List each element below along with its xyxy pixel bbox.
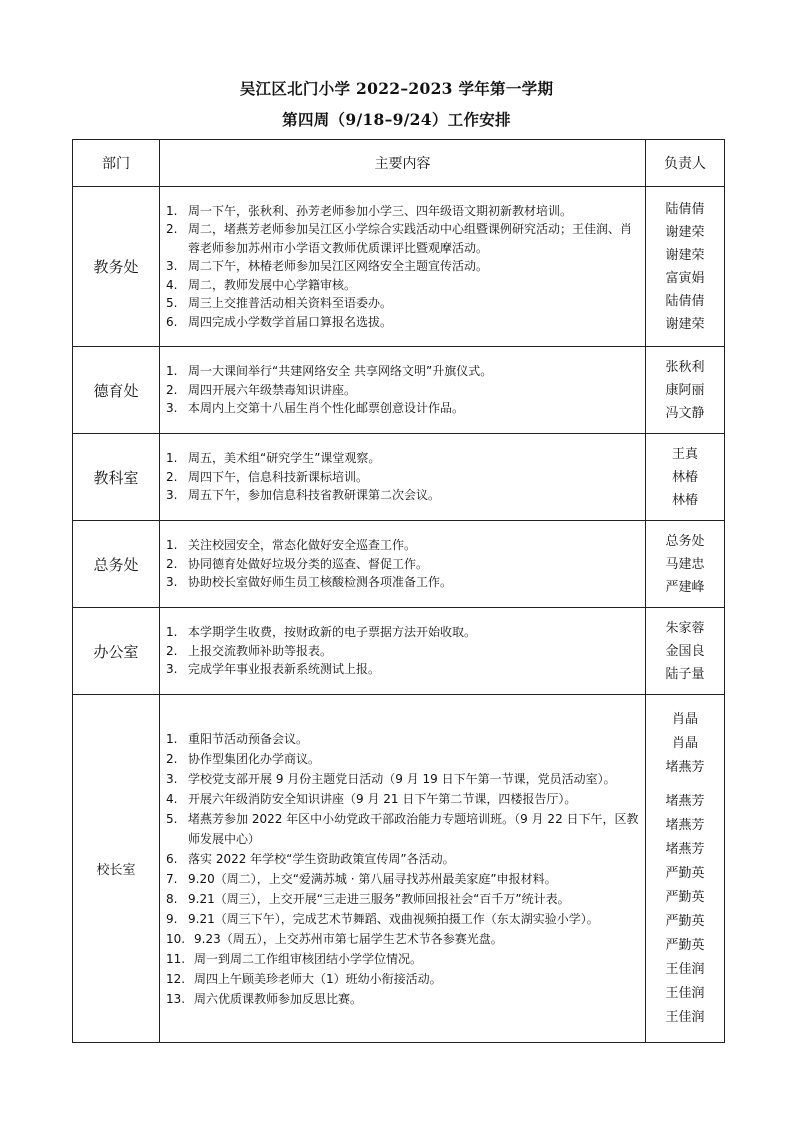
list-item: 9. 9.21（周三下午），完成艺术节舞蹈、戏曲视频拍摄工作（东太湖实验小学）。 xyxy=(166,911,599,926)
column-header-owner: 负责人 xyxy=(646,140,725,187)
list-item: 3. 学校党支部开展 9 月份主题党日活动（9 月 19 日下午第一节课，党员活动室）。 xyxy=(166,771,616,786)
owner-name: 严勤英 xyxy=(665,913,705,929)
list-item: 5. 堵燕芳参加 2022 年区中小幼党政干部政治能力专题培训班。（9 月 22 日下午，区教师发展中心） xyxy=(166,811,639,846)
owner-name: 金国良 xyxy=(665,643,705,659)
list-item: 1. 周一下午，张秋利、孙芳老师参加小学三、四年级语文期初新教材培训。 xyxy=(166,203,573,218)
content-cell xyxy=(160,434,646,521)
list-item: 1. 重阳节活动预备会议。 xyxy=(166,731,309,746)
owner-name: 肖晶 xyxy=(671,711,698,727)
list-item: 2. 协作型集团化办学商议。 xyxy=(166,751,321,766)
column-header-content: 主要内容 xyxy=(160,140,646,187)
section-row-moral xyxy=(73,347,725,434)
column-header-dept: 部门 xyxy=(73,140,160,187)
dept-cell: 教务处 xyxy=(73,187,160,347)
list-item: 12. 周四上午顾美珍老师大（1）班幼小衔接活动。 xyxy=(166,971,442,986)
owner-name: 陆子量 xyxy=(665,666,705,682)
list-item: 1. 关注校园安全，常态化做好安全巡查工作。 xyxy=(166,538,417,553)
dept-cell: 总务处 xyxy=(73,521,160,608)
owner-name: 张秋利 xyxy=(665,359,705,375)
dept-cell: 德育处 xyxy=(73,347,160,434)
owner-name: 王真 xyxy=(671,446,698,462)
owner-name: 林椿 xyxy=(671,492,698,508)
content-cell xyxy=(160,608,646,695)
content-cell xyxy=(160,695,646,1043)
owner-name: 朱家蓉 xyxy=(665,620,705,636)
owner-name: 马建忠 xyxy=(665,556,705,572)
owner-cell xyxy=(646,187,725,347)
list-item: 6. 周四完成小学数学首届口算报名选拔。 xyxy=(166,314,393,329)
owner-name: 陆倩倩 xyxy=(665,293,705,309)
owner-name: 严勤英 xyxy=(665,865,705,881)
owner-name: 陆倩倩 xyxy=(665,201,705,217)
list-item: 3. 本周内上交第十八届生肖个性化邮票创意设计作品。 xyxy=(166,401,465,416)
section-row-principal xyxy=(73,695,725,1043)
list-item: 10. 9.23（周五），上交苏州市第七届学生艺术节各参赛光盘。 xyxy=(166,931,503,946)
list-item: 1. 周一大课间举行“共建网络安全 共享网络文明”升旗仪式。 xyxy=(166,364,493,379)
content-cell xyxy=(160,187,646,347)
document-title: 吴江区北门小学 2022–2023 学年第一学期 xyxy=(239,79,554,98)
owner-spacer xyxy=(646,780,724,790)
owner-name: 肖晶 xyxy=(671,735,698,751)
owner-name: 谢建荣 xyxy=(665,247,705,263)
list-item: 2. 协同德育处做好垃圾分类的巡查、督促工作。 xyxy=(166,556,429,571)
owner-name: 冯文静 xyxy=(665,405,705,421)
dept-cell: 办公室 xyxy=(73,608,160,695)
list-item: 2. 周四下午，信息科技新课标培训。 xyxy=(166,469,369,484)
list-item: 3. 周二下午，林椿老师参加吴江区网络安全主题宣传活动。 xyxy=(166,259,489,274)
owner-name: 堵燕芳 xyxy=(665,817,705,833)
list-item: 2. 周二，堵燕芳老师参加吴江区小学综合实践活动中心组暨课例研究活动；王佳润、肖蓉老师参加苏州市小学语文教师优质课评比暨观摩活动。 xyxy=(166,222,633,255)
owner-name: 林椿 xyxy=(671,469,698,485)
owner-name: 富寅娟 xyxy=(665,270,705,286)
list-item: 1. 本学期学生收费，按财政新的电子票据方法开始收取。 xyxy=(166,625,477,640)
content-cell xyxy=(160,521,646,608)
owner-name: 堵燕芳 xyxy=(665,793,705,809)
owner-cell xyxy=(646,608,725,695)
list-item: 13. 周六优质课教师参加反思比赛。 xyxy=(166,991,363,1006)
list-item: 2. 周四开展六年级禁毒知识讲座。 xyxy=(166,382,357,397)
owner-name: 总务处 xyxy=(665,533,705,549)
owner-name: 严建峰 xyxy=(665,579,705,595)
section-row-research xyxy=(73,434,725,521)
table-header-row xyxy=(73,140,725,187)
dept-cell: 校长室 xyxy=(73,695,160,1043)
list-item: 3. 周五下午，参加信息科技省教研课第二次会议。 xyxy=(166,488,441,503)
section-row-office xyxy=(73,608,725,695)
section-row-general-affairs xyxy=(73,521,725,608)
owner-cell xyxy=(646,521,725,608)
list-item: 2. 上报交流教师补助等报表。 xyxy=(166,643,333,658)
list-item: 1. 周五，美术组“研究学生”课堂观察。 xyxy=(166,451,381,466)
owner-cell xyxy=(646,434,725,521)
owner-name: 王佳润 xyxy=(665,985,705,1001)
list-item: 6. 落实 2022 年学校“学生资助政策宣传周”各活动。 xyxy=(166,851,455,866)
owner-name: 堵燕芳 xyxy=(665,759,705,775)
list-item: 3. 完成学年事业报表新系统测试上报。 xyxy=(166,662,381,677)
list-item: 8. 9.21（周三），上交开展“三走进三服务”教师回报社会“百千万”统计表。 xyxy=(166,891,570,906)
document-subtitle: 第四周（9/18–9/24）工作安排 xyxy=(282,110,511,129)
owner-cell xyxy=(646,347,725,434)
owner-name: 康阿丽 xyxy=(665,382,705,398)
section-row-academic xyxy=(73,187,725,347)
list-item: 3. 协助校长室做好师生员工核酸检测各项准备工作。 xyxy=(166,575,453,590)
owner-name: 谢建荣 xyxy=(665,316,705,332)
owner-name: 堵燕芳 xyxy=(665,841,705,857)
schedule-table xyxy=(72,139,725,1043)
owner-cell xyxy=(646,695,725,1043)
owner-name: 谢建荣 xyxy=(665,224,705,240)
content-cell xyxy=(160,347,646,434)
owner-name: 严勤英 xyxy=(665,937,705,953)
list-item: 4. 开展六年级消防安全知识讲座（9 月 21 日下午第二节课，四楼报告厅）。 xyxy=(166,791,577,806)
list-item: 5. 周三上交推普活动相关资料至语委办。 xyxy=(166,296,393,311)
owner-name: 王佳润 xyxy=(665,1009,705,1025)
list-item: 4. 周二，教师发展中心学籍审核。 xyxy=(166,277,357,292)
list-item: 7. 9.20（周二），上交“爱满苏城 · 第八届寻找苏州最美家庭”申报材料。 xyxy=(166,871,557,886)
list-item: 11. 周一到周二工作组审核团结小学学位情况。 xyxy=(166,951,423,966)
owner-name: 严勤英 xyxy=(665,889,705,905)
owner-name: 王佳润 xyxy=(665,961,705,977)
dept-cell: 教科室 xyxy=(73,434,160,521)
